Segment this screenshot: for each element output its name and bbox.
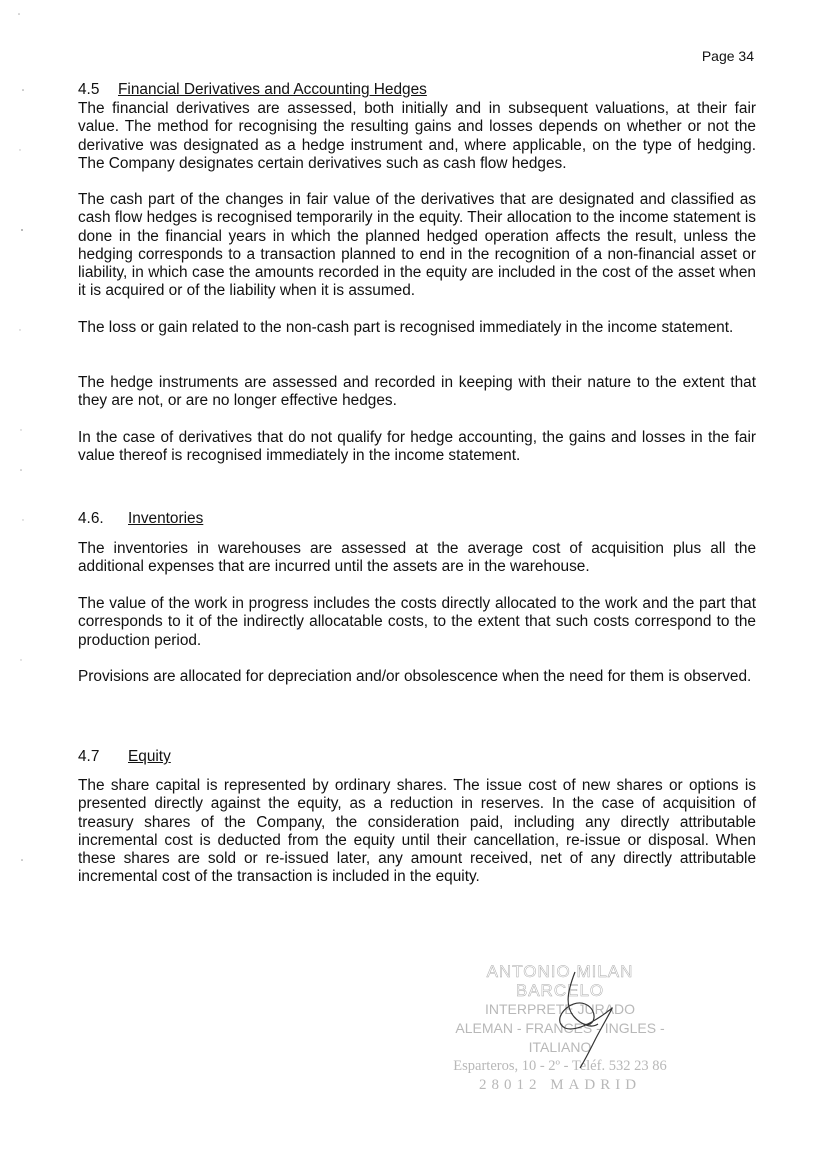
stamp-languages: ALEMAN - FRANCES - INGLES - ITALIANO <box>455 1020 665 1055</box>
page-number: Page 34 <box>701 48 754 64</box>
paragraph: The share capital is represented by ordinary shares. The issue cost of new shares or options is presented directly against the equity, as a reduction in reserves. In the case of acquisition of treasury shares of the Company, the consideration paid, including any directly attributable incremental cost is deducted from the equity until their cancellation, re-issue or disposal. When these shares are sold or re-issued later, any amount received, net of any directly attributable incremental cost of the transaction is included in the equity. <box>78 777 756 886</box>
paragraph: The hedge instruments are assessed and recorded in keeping with their nature to the extent that they are not, or are no longer effective hedges. <box>78 374 756 410</box>
paragraph: The inventories in warehouses are assessed at the average cost of acquisition plus all the additional expenses that are incurred until the assets are in the warehouse. <box>78 540 756 576</box>
section-number: 4.7 <box>78 748 100 765</box>
paragraph: The financial derivatives are assessed, both initially and in subsequent valuations, at their fair value. The method for recognising the resulting gains and losses depends on whether or not the derivative was designated as a hedge instrument and, where applicable, on the type of hedging. The Company designates certain derivatives such as cash flow hedges. <box>78 100 756 172</box>
paragraph: The cash part of the changes in fair value of the derivatives that are designated and classified as cash flow hedges is recognised temporarily in the equity. Their allocation to the income statement is done in the financial years in which the planned hedged operation affects the result, unless the hedging corresponds to a transaction planned to end in the recognition of a non-financial asset or liability, in which case the amounts recorded in the equity are included in the cost of the asset when it is acquired or of the liability when it is assumed. <box>78 191 756 300</box>
paragraph: The value of the work in progress includes the costs directly allocated to the work and the part that corresponds to it of the indirectly allocatable costs, to the extent that such costs correspond to the production period. <box>78 595 756 649</box>
stamp-address: Esparteros, 10 - 2º - Teléf. 532 23 86 <box>453 1058 667 1074</box>
section-title: Equity <box>128 748 171 765</box>
section-heading-4-5 <box>78 81 427 99</box>
stamp-name: ANTONIO MILAN BARCELO <box>486 962 634 1000</box>
section-heading-4-6 <box>78 510 203 528</box>
paragraph: The loss or gain related to the non-cash part is recognised immediately in the income statement. <box>78 319 734 336</box>
section-heading-4-7 <box>78 748 171 766</box>
stamp-title: INTERPRETE JURADO <box>484 1001 636 1017</box>
section-title: Financial Derivatives and Accounting Hedges <box>118 81 427 98</box>
section-number: 4.5 <box>78 81 100 98</box>
section-number: 4.6. <box>78 510 104 527</box>
stamp-city: 28012 MADRID <box>478 1077 642 1093</box>
scan-specks <box>14 0 34 1170</box>
signature <box>540 970 650 1070</box>
paragraph: Provisions are allocated for depreciation and/or obsolescence when the need for them is observed. <box>78 668 752 685</box>
paragraph: In the case of derivatives that do not qualify for hedge accounting, the gains and losses in the fair value thereof is recognised immediately in the income statement. <box>78 429 756 465</box>
section-title: Inventories <box>128 510 204 527</box>
